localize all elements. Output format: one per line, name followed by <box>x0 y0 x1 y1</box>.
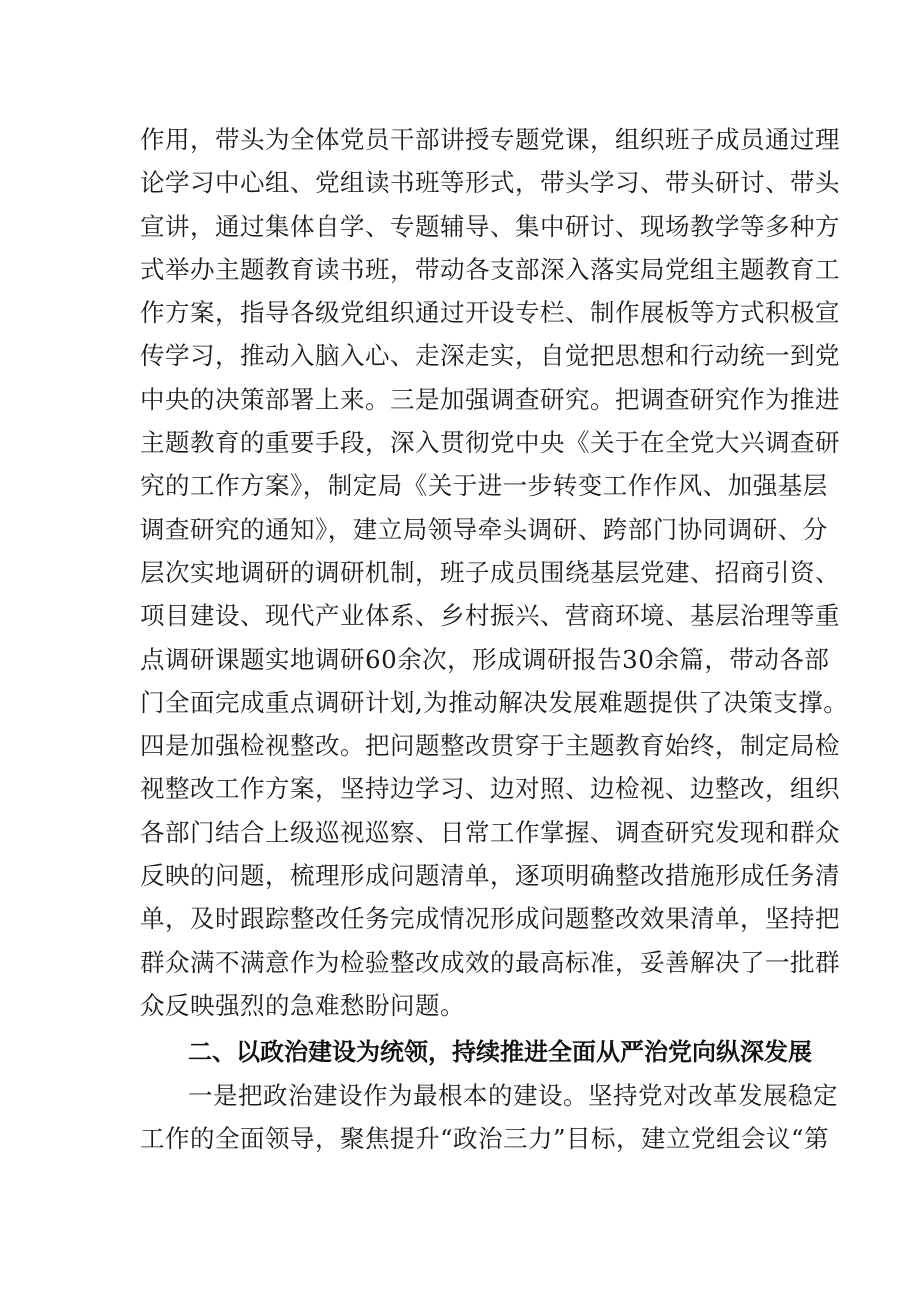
paragraph-line: 式举办主题教育读书班，带动各支部深入落实局党组主题教育工 <box>140 254 840 284</box>
section-heading: 二、以政治建设为统领，持续推进全面从严治党向纵深发展 <box>188 1038 812 1066</box>
paragraph-line: 作方案，指导各级党组织通过开设专栏、制作展板等方式积极宣 <box>140 298 840 328</box>
body-paragraph <box>140 118 849 1027</box>
paragraph-line: 一是把政治建设作为最根本的建设。坚持党对改革发展稳定 <box>188 1081 838 1110</box>
paragraph-line: 众反映强烈的急难愁盼问题。 <box>140 990 465 1020</box>
paragraph-line: 主题教育的重要手段，深入贯彻党中央《关于在全党大兴调查研 <box>140 428 840 458</box>
paragraph-line: 调查研究的通知》，建立局领导牵头调研、跨部门协同调研、分 <box>140 514 828 544</box>
paragraph-line: 门全面完成重点调研计划,为推动解决发展难题提供了决策支撑。 <box>140 687 849 717</box>
paragraph-line: 各部门结合上级巡视巡察、日常工作掌握、调查研究发现和群众 <box>140 817 840 847</box>
paragraph-line: 工作的全面领导，聚焦提升“政治三力”目标，建立党组会议“第 <box>140 1124 830 1154</box>
paragraph-line: 四是加强检视整改。把问题整改贯穿于主题教育始终，制定局检 <box>140 731 840 761</box>
paragraph-line: 反映的问题，梳理形成问题清单，逐项明确整改措施形成任务清 <box>140 861 840 891</box>
paragraph-line: 点调研课题实地调研60余次，形成调研报告30余篇，带动各部 <box>140 644 830 674</box>
section-paragraph <box>140 1074 838 1161</box>
paragraph-line: 项目建设、现代产业体系、乡村振兴、营商环境、基层治理等重 <box>140 601 840 631</box>
paragraph-line: 究的工作方案》，制定局《关于进一步转变工作作风、加强基层 <box>140 471 828 501</box>
paragraph-line: 传学习，推动入脑入心、走深走实，自觉把思想和行动统一到党 <box>140 341 840 371</box>
paragraph-line: 论学习中心组、党组读书班等形式，带头学习、带头研讨、带头 <box>140 168 840 198</box>
paragraph-line: 单，及时跟踪整改任务完成情况形成问题整改效果清单，坚持把 <box>140 904 840 934</box>
paragraph-line: 群众满不满意作为检验整改成效的最高标准，妥善解决了一批群 <box>140 947 840 977</box>
paragraph-line: 作用，带头为全体党员干部讲授专题党课，组织班子成员通过理 <box>140 125 840 154</box>
paragraph-line: 层次实地调研的调研机制，班子成员围绕基层党建、招商引资、 <box>140 557 840 587</box>
paragraph-line: 宣讲，通过集体自学、专题辅导、集中研讨、现场教学等多种方 <box>140 211 840 241</box>
paragraph-line: 中央的决策部署上来。三是加强调查研究。把调查研究作为推进 <box>140 384 840 414</box>
paragraph-line: 视整改工作方案，坚持边学习、边对照、边检视、边整改，组织 <box>140 774 840 804</box>
